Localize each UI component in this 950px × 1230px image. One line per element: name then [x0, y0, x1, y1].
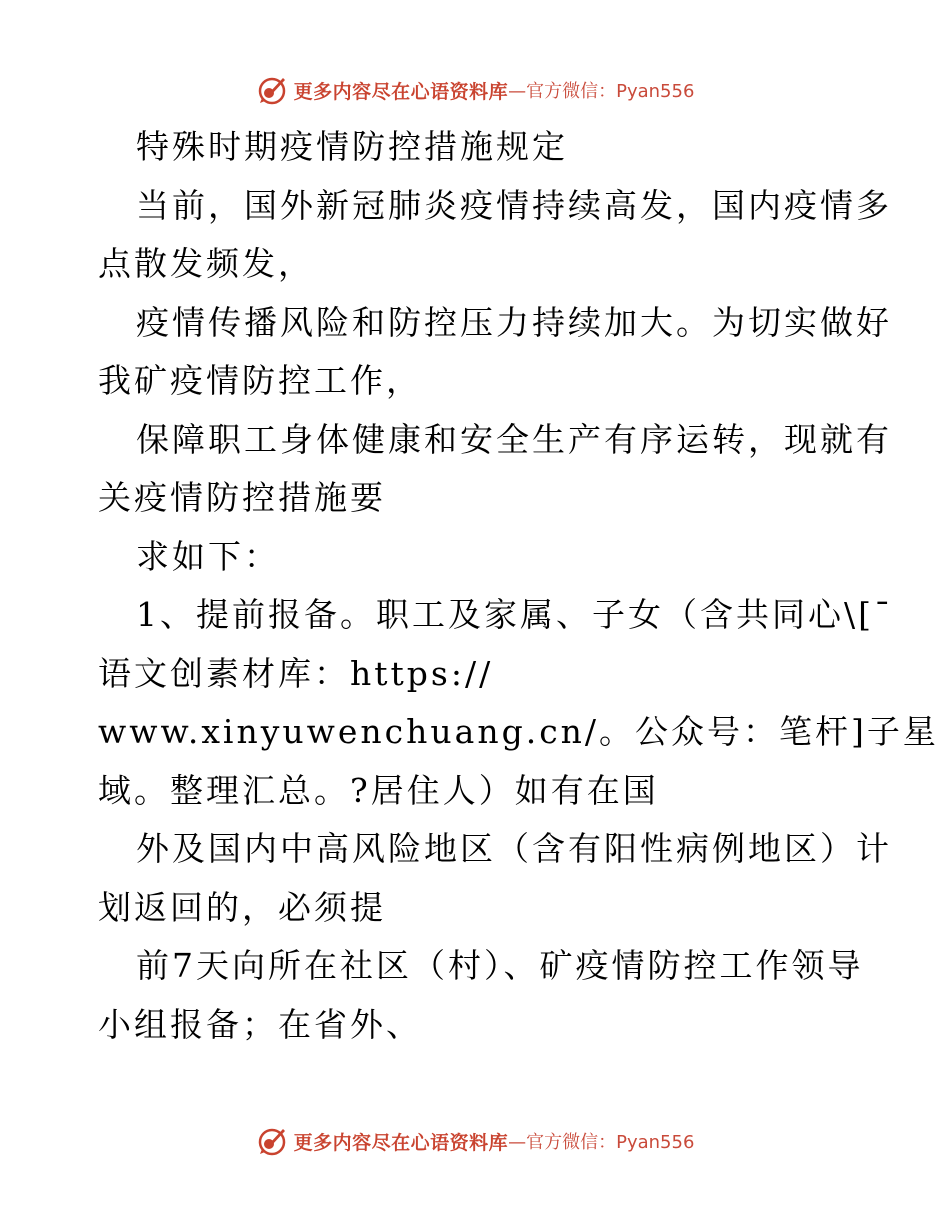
- text-line: 外及国内中高风险地区（含有阳性病例地区）计: [136, 829, 892, 868]
- banner-title: 更多内容尽在心语资料库: [293, 1131, 509, 1154]
- footer-banner: [0, 1121, 950, 1161]
- banner-wechat: —官方微信：Pyan556: [508, 1132, 695, 1153]
- text-line: 关疫情防控措施要: [98, 478, 386, 517]
- text-line: 划返回的，必须提: [98, 887, 386, 927]
- text-line: www.xinyuwenchuang.cn/。公众号：笔杆]子星: [98, 712, 939, 751]
- pen-logo-icon: [256, 74, 288, 106]
- text-line: 前7天向所在社区（村）、矿疫情防控工作领导: [136, 946, 864, 985]
- document-title: 特殊时期疫情防控措施规定: [136, 127, 568, 166]
- header-banner: [0, 70, 950, 110]
- text-line: 域。整理汇总。?居住人）如有在国: [98, 770, 659, 810]
- text-line: 保障职工身体健康和安全生产有序运转，现就有: [136, 419, 892, 459]
- text-line: 求如下：: [136, 536, 280, 576]
- text-line: 语文创素材库：https://: [98, 653, 494, 693]
- text-line: 点散发频发，: [98, 244, 314, 283]
- banner-title: 更多内容尽在心语资料库: [293, 80, 509, 103]
- text-line: 疫情传播风险和防控压力持续加大。为切实做好: [136, 302, 892, 342]
- text-line: 当前，国外新冠肺炎疫情持续高发，国内疫情多: [136, 185, 892, 225]
- text-line: 我矿疫情防控工作，: [98, 361, 422, 400]
- text-line: 1、提前报备。职工及家属、子女（含共同心\[¯: [136, 595, 894, 634]
- document-body: [98, 118, 939, 1054]
- banner-wechat: —官方微信：Pyan556: [508, 81, 695, 102]
- text-line: 小组报备；在省外、: [98, 1004, 422, 1044]
- pen-logo-icon: [256, 1125, 288, 1157]
